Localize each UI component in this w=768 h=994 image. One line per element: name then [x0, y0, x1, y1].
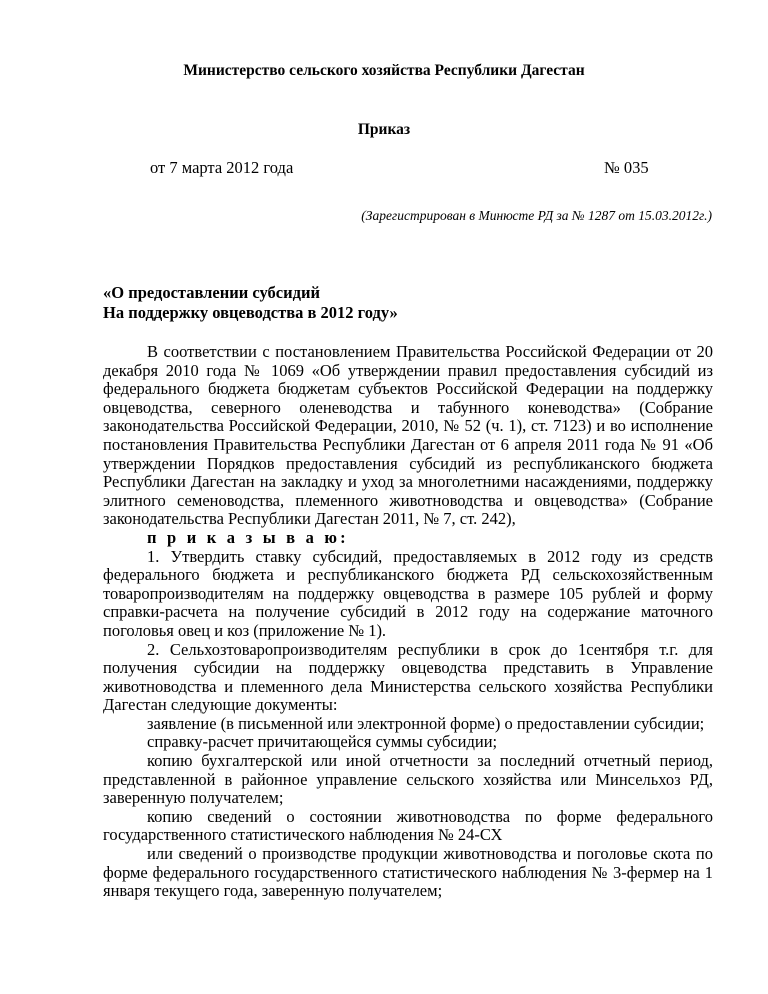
order-subject — [103, 283, 398, 323]
document-list-item: заявление (в письменной или электронной форме) о предоставлении субсидии; — [147, 713, 705, 733]
order-number: № 035 — [604, 158, 649, 177]
order-item-1: 1. Утвердить ставку субсидий, предоставляемых в 2012 году из средств федерального бюджета и республиканского бюджета РД сельскохозяйственным товаропроизводителям на поддержку овцеводства в размере 105 рублей и форму справки-расчета на получение субсидий в 2012 году на содержание маточного поголовья овец и коз (приложение № 1). — [103, 546, 713, 640]
document-list-item: справку-расчет причитающейся суммы субсидии; — [147, 732, 498, 752]
document-list-item: копию бухгалтерской или иной отчетности за последний отчетный период, представленной в районное управление сельского хозяйства или Минсельхоз РД, заверенную получателем; — [103, 751, 713, 808]
order-date: от 7 марта 2012 года — [150, 158, 294, 177]
document-list-item: или сведений о производстве продукции животноводства и поголовье скота по форме федерального государственного статистического наблюдения № 3-фермер на 1 января текущего года, заверенную получателем; — [103, 844, 713, 901]
order-directive-word: п р и к а з ы в а ю: — [147, 527, 349, 547]
document-type: Приказ — [357, 121, 411, 138]
document-list-item: копию сведений о состоянии животноводства по форме федерального государственного статистического наблюдения № 24-СХ — [103, 806, 713, 845]
preamble-paragraph: В соответствии с постановлением Правительства Российской Федерации от 20 декабря 2010 года № 1069 «Об утверждении правил предоставления субсидий из федерального бюджета бюджетам субъектов Российской Федерации на поддержку овцеводства, северного оленеводства и табунного коневодства» (Собрание законодательства Российской Федерации, 2010, № 52 (ч. 1), ст. 7123) и во исполнение постановления Правительства Республики Дагестан от 6 апреля 2011 года № 91 «Об утверждении Порядков предоставления субсидий из республиканского бюджета Республики Дагестан на закладку и уход за многолетними насаждениями, поддержку элитного семеноводства, племенного животноводства и овцеводства» (Собрание законодательства Республики Дагестан 2011, № 7, ст. 242), — [103, 342, 713, 529]
order-body — [103, 343, 713, 901]
registration-note: (Зарегистрирован в Минюсте РД за № 1287 от 15.03.2012г.) — [361, 208, 712, 223]
order-item-2: 2. Сельхозтоваропроизводителям республики в срок до 1сентября т.г. для получения субсидии на поддержку овцеводства представить в Управление животноводства и племенного дела Министерства сельского хозяйства Республики Дагестан следующие документы: — [103, 639, 713, 715]
ministry-name: Министерство сельского хозяйства Республики Дагестан — [183, 62, 585, 79]
subject-line-2: На поддержку овцеводства в 2012 году» — [103, 303, 398, 322]
subject-line-1: «О предоставлении субсидий — [103, 283, 320, 302]
